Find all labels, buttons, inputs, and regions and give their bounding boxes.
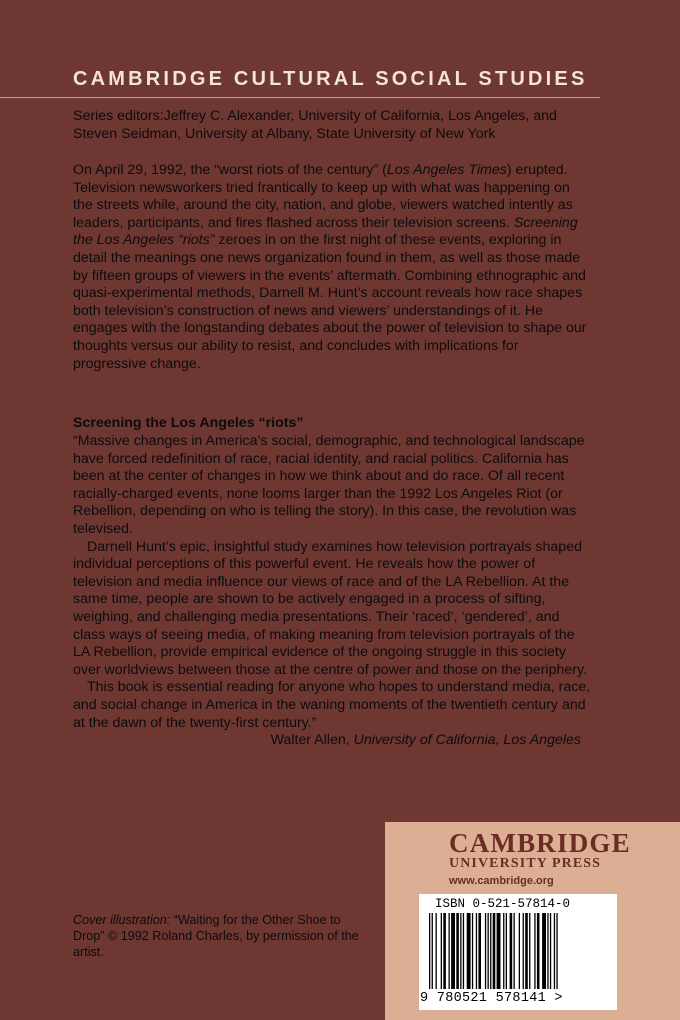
review-paragraph-3: This book is essential reading for anyone who hopes to understand media, race, and social change in America in the waning moments of the twentieth century and at the dawn of the twenty-first century.” [73,679,591,731]
blurb-italic-title: Screening the Los Angeles “riots” [73,214,578,249]
review-quote [73,433,593,750]
blurb-text-1: On April 29, 1992, the “worst riots of the century” ( [73,162,387,178]
review-paragraph-2: Darnell Hunt’s epic, insightful study examines how television portrayals shaped individual perceptions of this powerful event. He reveals how the power of television and media influence our views of race and of the LA Rebellion. At the same time, people are shown to be actively engaged in a process of sifting, weighing, and challenging media presentations. Their ‘raced’, ‘gendered’, and class ways of seeing media, of making meaning from television portrayals of the LA Rebellion, provide empirical evidence of the ongoing struggle in this society over worldviews between those at the centre of power and those on the periphery. [73,538,587,678]
title-rule [0,97,600,98]
ean-text: 9 780521 578141 > [420,991,563,1006]
publisher-subtitle: UNIVERSITY PRESS [449,856,602,871]
barcode-bars [427,913,609,991]
isbn-text: ISBN 0-521-57814-0 [435,897,571,911]
series-title: CAMBRIDGE CULTURAL SOCIAL STUDIES [73,68,588,90]
review-attribution [73,732,593,750]
review-heading: Screening the Los Angeles “riots” [73,415,304,431]
publisher-url: www.cambridge.org [449,875,554,887]
barcode [419,894,617,1010]
reviewer-name: Walter Allen, [270,732,354,749]
publisher-name: CAMBRIDGE [449,828,631,858]
book-description [73,162,593,373]
cover-credit-text: “Waiting for the Other Shoe to Drop” © 1992 Roland Charles, by permission of the artist. [73,913,359,959]
blurb-text-2: ) erupted. Television newsworkers tried frantically to keep up with what was happening on the streets while, around the city, nation, and globe, viewers watched intently as leaders, participants, and fires flashed across their television screens. [73,162,573,231]
blurb-text-3: zeroes in on the first night of these events, exploring in detail the meanings one news organization found in them, as well as those made by fifteen groups of viewers in the events’ aftermath. Combining ethnographic and quasi-experimental methods, Darnell M. Hunt’s account reveals how race shapes both television’s construction of news and viewers’ understandings of it. He engages with the longstanding debates about the power of television to shape our thoughts versus our ability to resist, and concludes with implications for progressive change. [73,232,587,372]
publisher-box [385,822,680,1020]
series-editors: Series editors:Jeffrey C. Alexander, University of California, Los Angeles, and Steven Seidman, University at Albany, State University of New York [73,108,557,142]
review-paragraph-1: “Massive changes in America’s social, demographic, and technological landscape have forced redefinition of race, racial identity, and racial politics. California has been at the center of changes in how we think about and do race. Of all recent racially-charged events, none looms larger than the 1992 Los Angeles Riot (or Rebellion, depending on who is telling the story). In this case, the revolution was televised. [73,433,585,537]
reviewer-affiliation: University of California, Los Angeles [353,732,581,749]
cover-credit-label: Cover illustration: [73,913,171,927]
blurb-italic-source: Los Angeles Times [386,162,507,178]
cover-credit [73,912,363,960]
